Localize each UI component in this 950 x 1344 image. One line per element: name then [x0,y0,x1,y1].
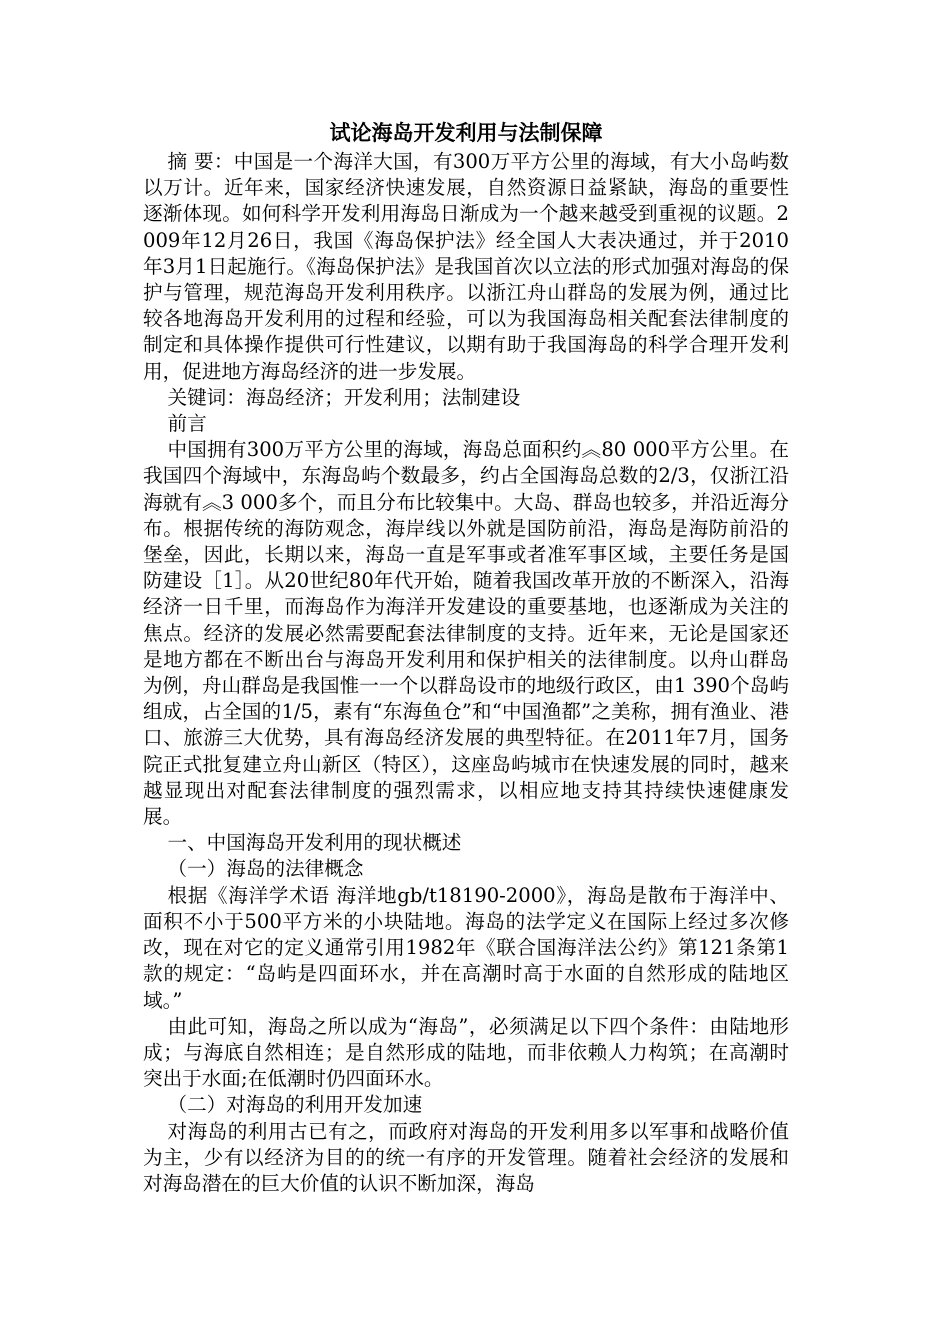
subsection-2-heading: （二）对海岛的利用开发加速 [167,1093,423,1117]
section-1-heading: 一、中国海岛开发利用的现状概述 [167,831,462,855]
document-page [143,120,789,1197]
subsection-1-heading: （一）海岛的法律概念 [167,857,364,881]
development-paragraph: 对海岛的利用古已有之，而政府对海岛的开发利用多以军事和战略价值为主，少有以经济为目的的统一有序的开发管理。随着社会经济的发展和对海岛潜在的巨大价值的认识不断加深，海岛 [143,1119,789,1195]
keywords-paragraph: 关键词：海岛经济；开发利用；法制建设 [167,385,521,409]
preface-paragraph: 中国拥有300万平方公里的海域，海岛总面积约︽80 000平方公里。在我国四个海域中，东海岛屿个数最多，约占全国海岛总数的2/3，仅浙江沿海就有︽3 000多个，而且分布比较集中。大岛、群岛也较多，并沿近海分布。根据传统的海防观念，海岸线以外就是国防前沿，海岛是海防前沿的堡垒，因此，长期以来，海岛一直是军事或者准军事区域，主要任务是国防建设［1］。从20世纪80年代开始，随着我国改革开放的不断深入，沿海经济一日千里，而海岛作为海洋开发建设的重要基地，也逐渐成为关注的焦点。经济的发展必然需要配套法律制度的支持。近年来，无论是国家还是地方都在不断出台与海岛开发利用和保护相关的法律制度。以舟山群岛为例，舟山群岛是我国惟一一个以群岛设市的地级行政区，由1 390个岛屿组成，占全国的1/5，素有“东海鱼仓”和“中国渔都”之美称，拥有渔业、港口、旅游三大优势，具有海岛经济发展的典型特征。在2011年7月，国务院正式批复建立舟山新区（特区），这座岛屿城市在快速发展的同时，越来越显现出对配套法律制度的强烈需求，以相应地支持其持续快速健康发展。 [143,438,789,829]
preface-heading: 前言 [167,412,207,436]
conditions-paragraph: 由此可知，海岛之所以成为“海岛”，必须满足以下四个条件：由陆地形成；与海底自然相连；是自然形成的陆地，而非依赖人力构筑；在高潮时突出于水面;在低潮时仍四面环水。 [143,1014,789,1091]
abstract-paragraph: 摘 要：中国是一个海洋大国，有300万平方公里的海域，有大小岛屿数以万计。近年来，国家经济快速发展，自然资源日益紧缺，海岛的重要性逐渐体现。如何科学开发利用海岛日渐成为一个越来越受到重视的议题。2009年12月26日，我国《海岛保护法》经全国人大表决通过，并于2010年3月1日起施行。《海岛保护法》是我国首次以立法的形式加强对海岛的保护与管理，规范海岛开发利用秩序。以浙江舟山群岛的发展为例，通过比较各地海岛开发利用的过程和经验，可以为我国海岛相关配套法律制度的制定和具体操作提供可行性建议，以期有助于我国海岛的科学合理开发利用，促进地方海岛经济的进一步发展。 [143,150,789,383]
definition-paragraph: 根据《海洋学术语 海洋地gb/t18190-2000》，海岛是散布于海洋中、面积不小于500平方米的小块陆地。海岛的法学定义在国际上经过多次修改，现在对它的定义通常引用1982年《联合国海洋法公约》第121条第1款的规定：“岛屿是四面环水，并在高潮时高于水面的自然形成的陆地区域。” [143,883,789,1012]
document-title: 试论海岛开发利用与法制保障 [329,120,603,145]
